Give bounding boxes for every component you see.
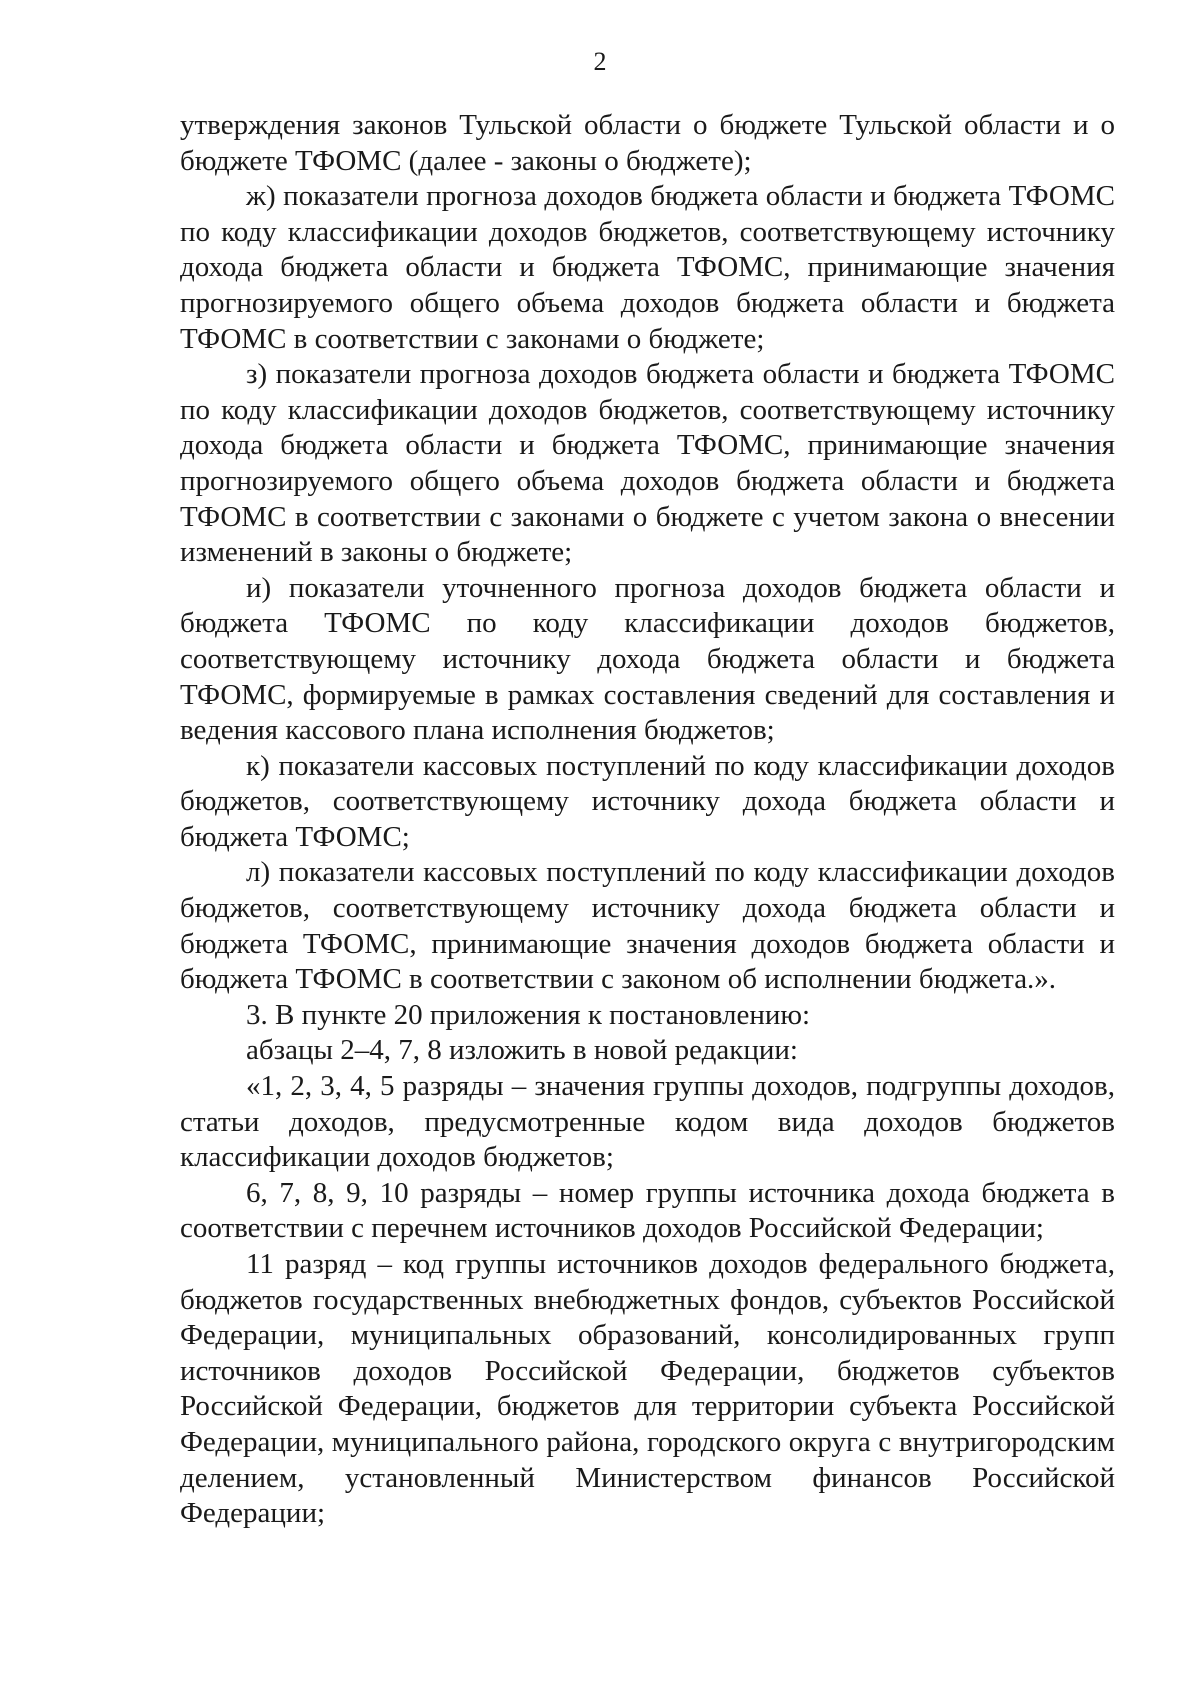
paragraph-continuation: утверждения законов Тульской области о бюджете Тульской области и о бюджете ТФОМС (далее - законы о бюджете); [180,109,1115,177]
paragraph-item-i: и) показатели уточненного прогноза доходов бюджета области и бюджета ТФОМС по коду классификации доходов бюджетов, соответствующему источнику дохода бюджета области и бюджета ТФОМС, формируемые в рамках составления сведений для составления и ведения кассового плана исполнения бюджетов; [180,571,1115,747]
paragraph-section-3: 3. В пункте 20 приложения к постановлению: [246,998,811,1031]
paragraph-digit-11: 11 разряд – код группы источников доходов федерального бюджета, бюджетов государственных внебюджетных фондов, субъектов Российской Федерации, муниципальных образований, консолидированных групп источников доходов Российской Федерации, бюджетов субъектов Российской Федерации, бюджетов для территории субъекта Российской Федерации, муниципального района, городского округа с внутригородским делением, установленный Министерством финансов Российской Федерации; [180,1248,1115,1530]
document-body [180,108,1115,1532]
paragraph-item-z: з) показатели прогноза доходов бюджета области и бюджета ТФОМС по коду классификации доходов бюджетов, соответствующему источнику дохода бюджета области и бюджета ТФОМС, принимающие значения прогнозируемого общего объема доходов бюджета области и бюджета ТФОМС в соответствии с законами о бюджете с учетом закона о внесении изменений в законы о бюджете; [180,358,1115,569]
paragraph-amendment-intro: абзацы 2–4, 7, 8 изложить в новой редакции: [246,1034,798,1067]
paragraph-digits-6-10: 6, 7, 8, 9, 10 разряды – номер группы источника дохода бюджета в соответствии с перечнем источников доходов Российской Федерации; [180,1176,1115,1245]
page-number: 2 [593,47,607,76]
paragraph-item-l: л) показатели кассовых поступлений по коду классификации доходов бюджетов, соответствующему источнику дохода бюджета области и бюджета ТФОМС, принимающие значения доходов бюджета области и бюджета ТФОМС в соответствии с законом об исполнении бюджета.». [180,856,1115,996]
paragraph-digits-1-5: «1, 2, 3, 4, 5 разряды – значения группы доходов, подгруппы доходов, статьи доходов, предусмотренные кодом вида доходов бюджетов классификации доходов бюджетов; [180,1070,1115,1174]
paragraph-item-zh: ж) показатели прогноза доходов бюджета области и бюджета ТФОМС по коду классификации доходов бюджетов, соответствующему источнику дохода бюджета области и бюджета ТФОМС, принимающие значения прогнозируемого общего объема доходов бюджета области и бюджета ТФОМС в соответствии с законами о бюджете; [180,180,1115,355]
paragraph-item-k: к) показатели кассовых поступлений по коду классификации доходов бюджетов, соответствующему источнику дохода бюджета области и бюджета ТФОМС; [180,749,1115,853]
